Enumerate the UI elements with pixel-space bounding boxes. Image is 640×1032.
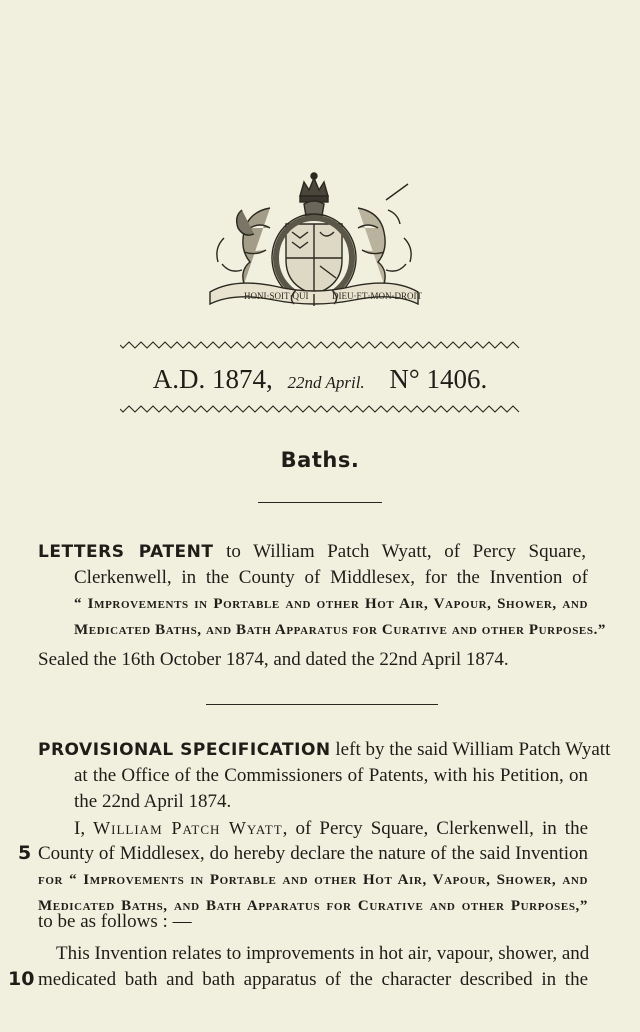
- arms-motto-right: DIEU·ET·MON·DROIT: [332, 291, 422, 301]
- divider-rule: [206, 704, 438, 705]
- provisional-text-1: left by the said William Patch Wyatt: [335, 739, 611, 760]
- body-line-6: This Invention relates to improvements in hot air, vapour, shower, and: [56, 943, 590, 964]
- subject-title: Baths.: [280, 448, 360, 472]
- sealed-line: Sealed the 16th October 1874, and dated the 22nd April 1874.: [38, 649, 509, 670]
- line-number-10: 10: [8, 968, 35, 990]
- body-line-1: [74, 816, 588, 841]
- body-line-5: to be as follows : —: [38, 911, 192, 932]
- heading-year: A.D. 1874,: [152, 364, 273, 394]
- provisional-line-3: the 22nd April 1874.: [74, 791, 232, 812]
- line-number-5: 5: [18, 842, 32, 864]
- body-line-7: medicated bath and bath apparatus of the character described in the: [38, 969, 588, 990]
- letters-line-4: Medicated Baths, and Bath Apparatus for Curative and other Purposes.”: [74, 622, 607, 638]
- letters-lead: LETTERS PATENT: [38, 542, 214, 562]
- royal-coat-of-arms-icon: [204, 168, 424, 308]
- provisional-lead: PROVISIONAL SPECIFICATION: [38, 740, 331, 760]
- heading-date: 22nd April.: [287, 373, 365, 392]
- inventor-name: William Patch Wyatt: [93, 818, 283, 838]
- body-line-1-rest: , of Percy Square, Clerkenwell, in the: [282, 818, 589, 839]
- divider-rule: [258, 502, 382, 503]
- wavy-rule-top: [120, 340, 520, 350]
- wavy-rule-bottom: [120, 404, 520, 414]
- body-line-4: Medicated Baths, and Bath Apparatus for Curative and other Purposes,”: [38, 898, 588, 914]
- arms-motto-left: HONI·SOIT·QUI: [244, 291, 309, 301]
- letters-line-1: [38, 540, 586, 564]
- body-i: I,: [74, 818, 94, 839]
- heading-number: N° 1406.: [389, 364, 488, 394]
- body-line-3: for “ Improvements in Portable and other Hot Air, Vapour, Shower, and: [38, 872, 588, 888]
- letters-line-3: “ Improvements in Portable and other Hot Air, Vapour, Shower, and: [74, 596, 588, 612]
- provisional-line-2: at the Office of the Commissioners of Patents, with his Petition, on: [74, 765, 588, 786]
- letters-line-2: Clerkenwell, in the County of Middlesex, for the Invention of: [74, 567, 588, 588]
- provisional-line-1: [38, 738, 611, 762]
- body-line-2: County of Middlesex, do hereby declare the nature of the said Invention: [38, 843, 588, 864]
- patent-heading: [0, 364, 640, 395]
- letters-text-1: to William Patch Wyatt, of Percy Square,: [226, 541, 587, 562]
